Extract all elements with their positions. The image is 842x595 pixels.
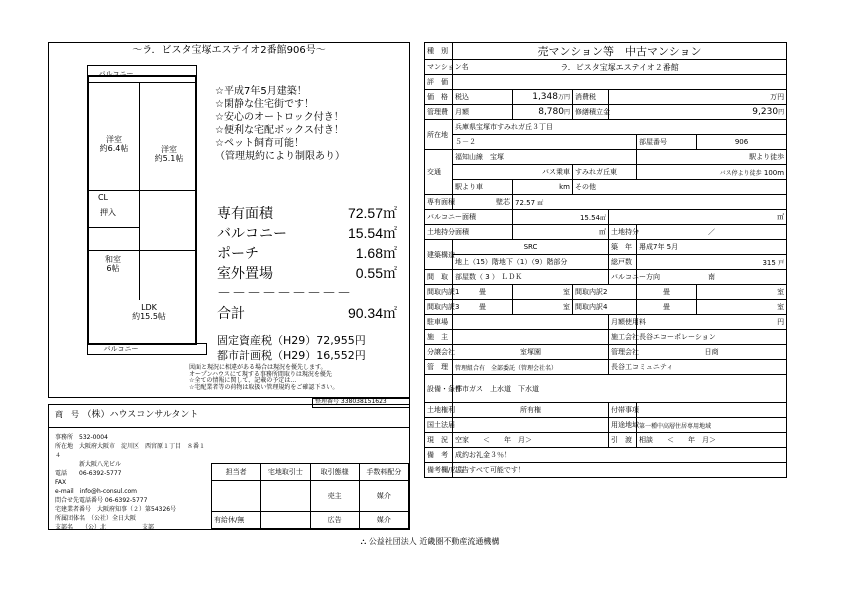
note-line: 図面と現況に相違がある場合は現況を優先します。	[189, 364, 327, 371]
feature-item: ☆平成7年5月建築！	[215, 86, 307, 97]
feature-item: ☆便利な宅配ボックス付き！	[215, 125, 344, 136]
serial-number: 整理番号 338038151623	[312, 398, 410, 408]
stamp-h-tanto: 担当者	[212, 464, 261, 481]
kind: 売マンション等 中古マンション	[453, 43, 787, 60]
address-line-1: 兵庫県宝塚市すみれガ丘３丁目	[453, 120, 787, 135]
area-dash-line: －－－－－－－－－	[217, 285, 352, 301]
tax-info	[217, 333, 407, 363]
property-title: ～ラ．ビスタ宝塚エステイオ2番館906号～	[132, 45, 326, 56]
exclusive-area: 72.57 ㎡	[513, 195, 787, 210]
total-units: 315 戸	[637, 255, 787, 270]
stamp-koukoku: 広告	[310, 512, 359, 529]
balcony-top-label: バルコニー	[98, 70, 134, 78]
room-ldk: LDK 約15.5帖	[132, 303, 166, 322]
status: 空家 ＜ 年 月＞	[453, 433, 609, 448]
repair-fund: 9,230円	[609, 105, 787, 120]
tax-city-planning: 都市計画税（H29）16,552円	[217, 349, 366, 362]
note-line: ☆全ての情報に関して、記載の予定は…	[189, 377, 297, 385]
floor-plan	[59, 65, 207, 355]
room-number: 906	[697, 135, 787, 150]
address-line-2: ５－２	[453, 135, 637, 150]
floors: 地上（15）階地下（1）（9）階部分	[453, 255, 609, 270]
footer-organization: ⛬ 公益社団法人 近畿圏不動産流通機構	[360, 537, 500, 546]
balcony-direction: 南	[637, 270, 787, 285]
seller: 室塚園	[453, 345, 609, 360]
company-name: （株）ハウスコンサルタント	[87, 410, 199, 420]
feature-item: ☆安心のオートロック付き！	[215, 112, 344, 123]
bus-walk: バス停より徒歩 100m	[637, 165, 787, 180]
land-right: 所有権	[453, 403, 609, 418]
bus-stop: すみれガ丘東	[573, 165, 637, 180]
area-row-total: 合計 90.34㎡	[217, 305, 397, 321]
mansion-name: ラ．ビスタ宝塚エステイオ２番館	[453, 60, 787, 75]
built-date: 平成7年 5月	[637, 240, 787, 255]
closet-oshiire: 押入	[100, 208, 116, 217]
remarks: 成約お礼金３％！	[453, 448, 787, 463]
feature-item: ☆ペット飼育可能！	[215, 138, 304, 149]
ad-note: 広告すべて可能です！	[453, 463, 787, 478]
stamp-h-kanri: 手数料配分	[359, 464, 408, 481]
room-western-2: 洋室 約5.1帖	[154, 145, 184, 164]
area-summary	[217, 203, 397, 323]
balcony-area: 15.54㎡	[513, 210, 609, 225]
manage-company: 長谷工コミュニティ	[609, 360, 787, 375]
room-western-1: 洋室 約6.4帖	[99, 135, 129, 154]
area-row-exclusive: 専有面積 72.57㎡	[217, 205, 397, 221]
area-row-balcony: バルコニー 15.54㎡	[217, 225, 397, 241]
area-row-outdoor: 室外置場 0.55㎡	[217, 265, 397, 281]
spec-sheet: 種 別 売マンション等 中古マンション マンション名 ラ．ビスタ宝塚エステイオ２番館 評 価 価 格 税込 1,348万円 消費税 万円 管理費 月額 8,780円 修繕積立金 9,230円 所在地 兵庫県宝塚市すみれガ丘３丁目 ５－２ 部屋番号 906 交通 福知山線 宝塚 駅より徒歩 バス乗車 すみれガ丘東 バス停より徒歩 100m 駅より車 km その他 専有面積 壁芯 72.57 ㎡ バルコニー面積 15.54㎡ ㎡ 土地持分面積 ㎡ 土地持分 ／ 建築構造 SRC 築 年 月 平成7年 5月 地上（15）階地下（1）（9）階部分 総戸数 315 戸 間 取 部屋数（ 3 ） ＬＤＫ バルコニー方向 南 間取内訳1 畳 室 間取内訳2 畳 室 間取内訳3 畳 室 間取内訳4 畳 室 駐車場 月額使用料 円 施 主 施工会社 長谷エコーポレーション 分譲会社 室塚園 管理会社 日商 管 理 管理組合有 全部委託（管理会社名） 長谷工コミュニティ 設備・条件 都市ガス 上水道 下水道 土地権利 所有権 付帯事項 国土法届 用途地域 第一種中高層住居専用地域 現 況 空家 ＜ 年 月＞ 引 渡 相談 ＜ 年 月＞ 備 考 成約お礼金３％！ 備考欄/広告 広告すべて可能です！	[424, 42, 786, 478]
balcony-bottom-label: バルコニー	[103, 345, 139, 353]
stamp-remark: 有給休/無	[212, 512, 261, 529]
contractor: 長谷エコーポレーション	[637, 330, 787, 345]
stamp-urinushi: 売主	[310, 480, 359, 511]
company-name-row: 商 号 （株）ハウスコンサルタント	[55, 410, 199, 420]
note-line: ☆宅配業者等の荷物は取扱い管理規約をご確認下さい。	[189, 383, 339, 391]
closet-cl: CL	[97, 193, 109, 202]
stamp-h-torihiki: 取引態様	[310, 464, 359, 481]
room-washitsu: 和室 6帖	[105, 255, 121, 274]
organization-logo-icon: ⛬	[360, 537, 369, 546]
tax-fixed-asset: 固定資産税（H29）72,955円	[217, 334, 366, 347]
note-line: オープンハウスにて現する事務所間取りは現況を優先	[189, 370, 332, 378]
notes	[189, 365, 409, 391]
feature-item: ☆閑静な住宅街です！	[215, 99, 314, 110]
area-row-porch: ポーチ 1.68㎡	[217, 245, 397, 261]
train-line: 福知山線 宝塚	[453, 150, 637, 165]
stamp-baikai: 媒介	[359, 480, 408, 511]
feature-item: （管理規約により制限あり）	[215, 151, 345, 162]
price: 1,348万円	[513, 90, 573, 105]
stamp-h-shutoku: 宅地取引士	[261, 464, 310, 481]
feature-list	[215, 85, 407, 163]
layout: 部屋数（ 3 ） ＬＤＫ	[453, 270, 609, 285]
management-fee: 8,780円	[513, 105, 573, 120]
facilities: 都市ガス 上水道 下水道	[453, 375, 787, 403]
stamp-baikai-2: 媒介	[359, 512, 408, 529]
management-company: 日商	[637, 345, 787, 360]
left-panel	[48, 42, 410, 398]
company-details: 事務所 532-0004 所在地 大阪府大阪市 淀川区 西宮原１丁目 ８番１４ 新大阪八光ビル 電話 06-6392-5777 FAX e-mail info@h-consul.com 問合せ先電話番号 06-6392-5777 宅建業者番号 大阪府知事（２）第54326号 所属団体名 （公社）全日大阪 支部名 （公）北 支部	[55, 434, 206, 531]
stamp-grid	[211, 463, 409, 529]
zone: 第一種中高層住居専用地域	[637, 418, 787, 433]
handover: 相談 ＜ 年 月＞	[637, 433, 787, 448]
company-block	[48, 404, 410, 530]
structure: SRC	[453, 240, 609, 255]
